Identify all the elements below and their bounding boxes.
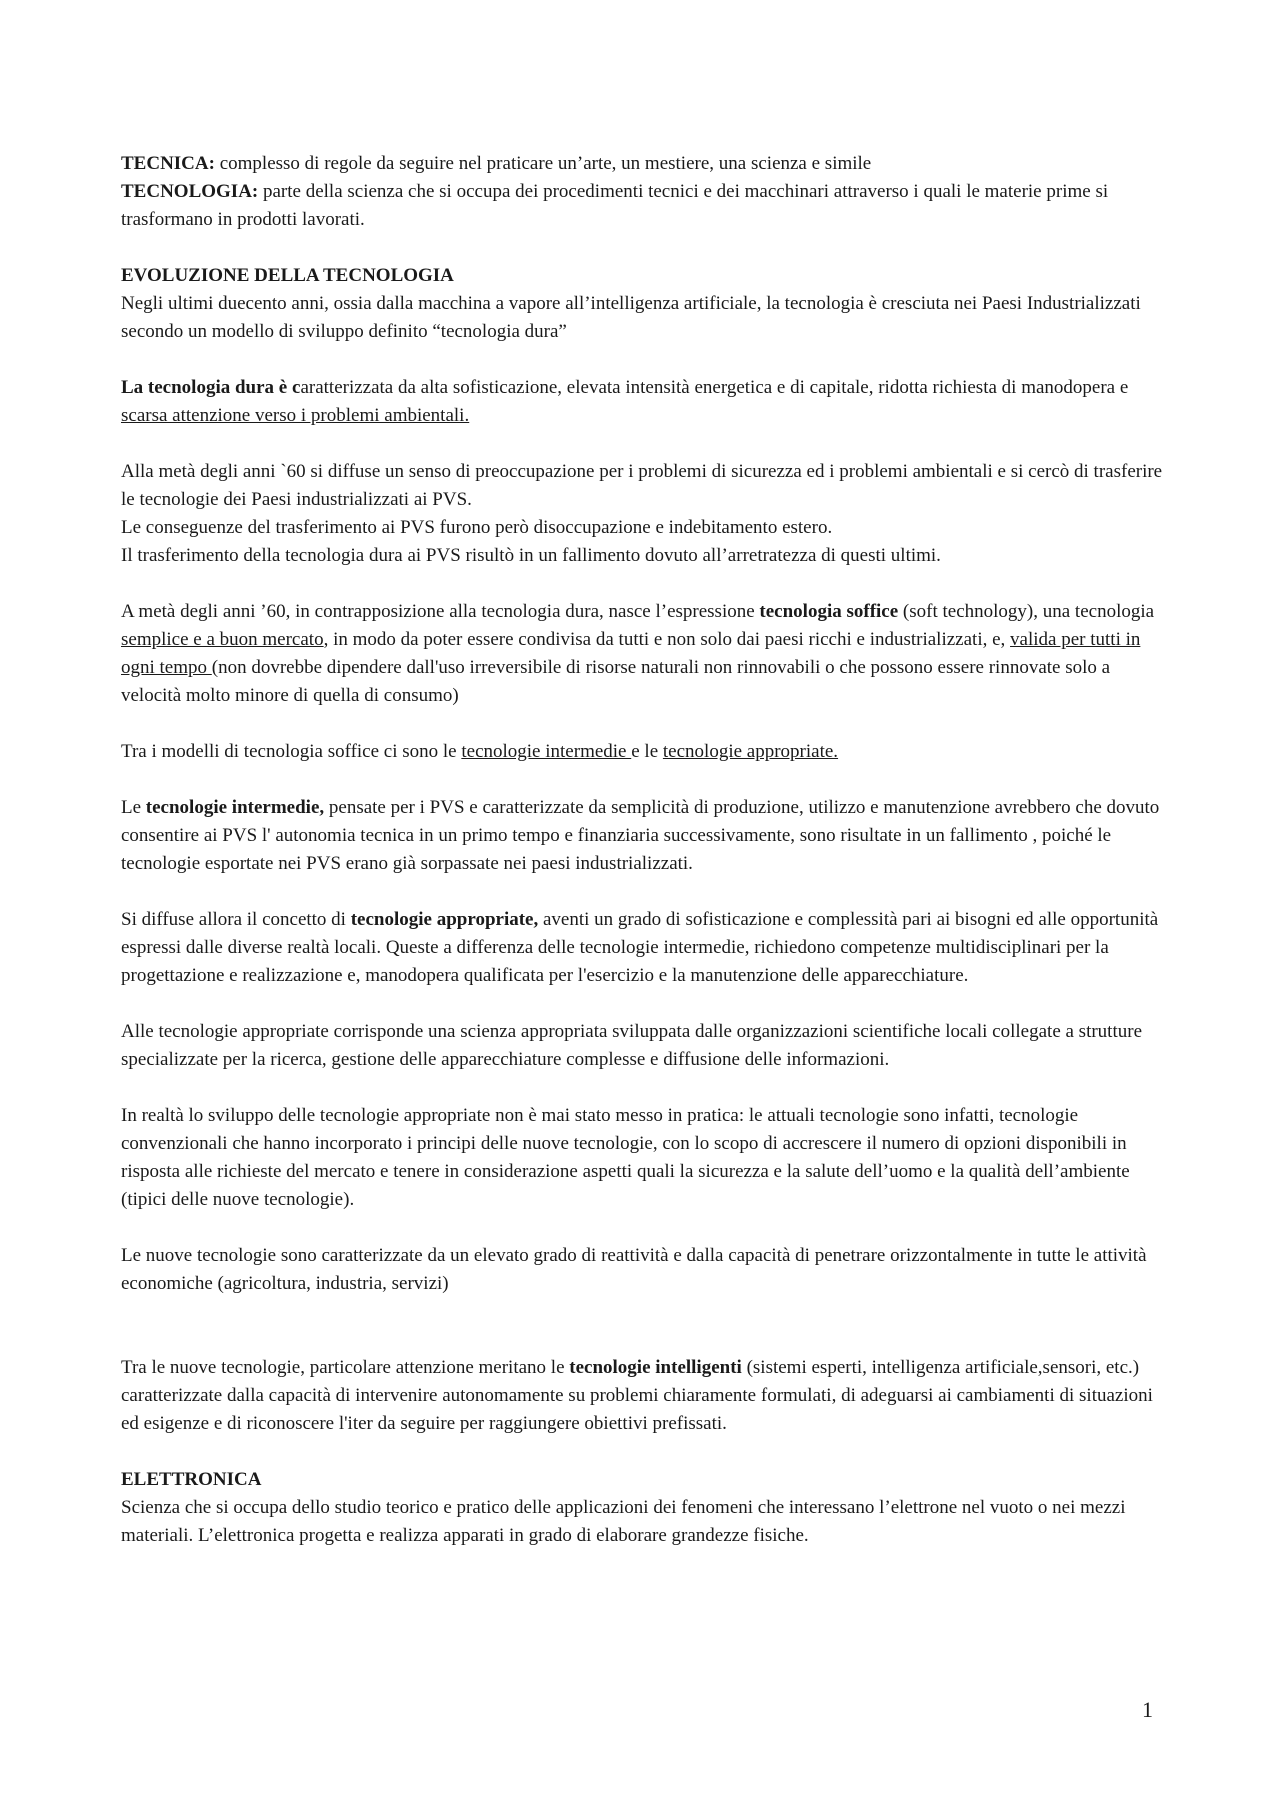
paragraph-fallimento: Il trasferimento della tecnologia dura ai PVS risultò in un fallimento dovuto all’arretratezza di questi ultimi. <box>121 545 941 566</box>
term-tecnologia: TECNOLOGIA: <box>121 181 259 202</box>
paragraph-tecnologie-intelligenti: Tra le nuove tecnologie, particolare attenzione meritano le tecnologie intelligenti (sistemi esperti, intelligenza artificiale,sensori, etc.) caratterizzate dalla capacità di intervenire autonomamente su problemi chiaramente formulati, di adeguarsi ai cambiamenti di situazioni ed esigenze e di riconoscere l'iter da seguire per raggiungere obiettivi prefissati. <box>121 1357 1153 1434</box>
paragraph-tecnologie-intermedie: Le tecnologie intermedie, pensate per i PVS e caratterizzate da semplicità di produzione, utilizzo e manutenzione avrebbero che dovuto consentire ai PVS l' autonomia tecnica in un primo tempo e finanziaria successivamente, sono risultate in un fallimento , poiché le tecnologie esportate nei PVS erano già sorpassate nei paesi industrializzati. <box>121 797 1160 874</box>
paragraph-modelli: Tra i modelli di tecnologia soffice ci sono le tecnologie intermedie e le tecnologie appropriate. <box>121 741 839 762</box>
section-heading-evoluzione: EVOLUZIONE DELLA TECNOLOGIA <box>121 265 454 286</box>
paragraph-scienza-appropriata: Alle tecnologie appropriate corrisponde una scienza appropriata sviluppata dalle organizzazioni scientifiche locali collegate a strutture specializzate per la ricerca, gestione delle apparecchiature complesse e diffusione delle informazioni. <box>121 1021 1142 1070</box>
paragraph-evoluzione: Negli ultimi duecento anni, ossia dalla macchina a vapore all’intelligenza artificiale, la tecnologia è cresciuta nei Paesi Industrializzati secondo un modello di sviluppo definito “tecnologia dura” <box>121 293 1141 342</box>
term-tecnica: TECNICA: <box>121 153 215 174</box>
page-number: 1 <box>1142 1697 1153 1722</box>
document-body <box>121 150 1171 1550</box>
paragraph-tecnologia-dura: La tecnologia dura è caratterizzata da alta sofisticazione, elevata intensità energetica e di capitale, ridotta richiesta di manodopera e scarsa attenzione verso i problemi ambientali. <box>121 377 1129 426</box>
definition-tecnica: TECNICA: complesso di regole da seguire nel praticare un’arte, un mestiere, una scienza e simile <box>121 153 872 174</box>
paragraph-anni-60: Alla metà degli anni `60 si diffuse un senso di preoccupazione per i problemi di sicurezza ed i problemi ambientali e si cercò di trasferire le tecnologie dei Paesi industrializzati ai PVS. <box>121 461 1163 510</box>
definition-tecnologia: TECNOLOGIA: parte della scienza che si occupa dei procedimenti tecnici e dei macchinari attraverso i quali le materie prime si trasformano in prodotti lavorati. <box>121 181 1109 230</box>
paragraph-realta: In realtà lo sviluppo delle tecnologie appropriate non è mai stato messo in pratica: le attuali tecnologie sono infatti, tecnologie convenzionali che hanno incorporato i principi delle nuove tecnologie, con lo scopo di accrescere il numero di opzioni disponibili in risposta alle richieste del mercato e tenere in considerazione aspetti quali la sicurezza e la salute dell’uomo e la qualità dell’ambiente (tipici delle nuove tecnologie). <box>121 1105 1130 1210</box>
section-heading-elettronica: ELETTRONICA <box>121 1469 262 1490</box>
paragraph-tecnologie-appropriate: Si diffuse allora il concetto di tecnologie appropriate, aventi un grado di sofisticazione e complessità pari ai bisogni ed alle opportunità espressi dalle diverse realtà locali. Queste a differenza delle tecnologie intermedie, richiedono competenze multidisciplinari per la progettazione e realizzazione e, manodopera qualificata per l'esercizio e la manutenzione delle apparecchiature. <box>121 909 1159 986</box>
paragraph-elettronica: Scienza che si occupa dello studio teorico e pratico delle applicazioni dei fenomeni che interessano l’elettrone nel vuoto o nei mezzi materiali. L’elettronica progetta e realizza apparati in grado di elaborare grandezze fisiche. <box>121 1497 1126 1546</box>
paragraph-conseguenze: Le conseguenze del trasferimento ai PVS furono però disoccupazione e indebitamento estero. <box>121 517 833 538</box>
paragraph-tecnologia-soffice: A metà degli anni ’60, in contrapposizione alla tecnologia dura, nasce l’espressione tecnologia soffice (soft technology), una tecnologia semplice e a buon mercato, in modo da poter essere condivisa da tutti e non solo dai paesi ricchi e industrializzati, e, valida per tutti in ogni tempo (non dovrebbe dipendere dall'uso irreversibile di risorse naturali non rinnovabili o che possono essere rinnovate solo a velocità molto minore di quella di consumo) <box>121 601 1155 706</box>
paragraph-nuove-tecnologie: Le nuove tecnologie sono caratterizzate da un elevato grado di reattività e dalla capacità di penetrare orizzontalmente in tutte le attività economiche (agricoltura, industria, servizi) <box>121 1245 1147 1294</box>
